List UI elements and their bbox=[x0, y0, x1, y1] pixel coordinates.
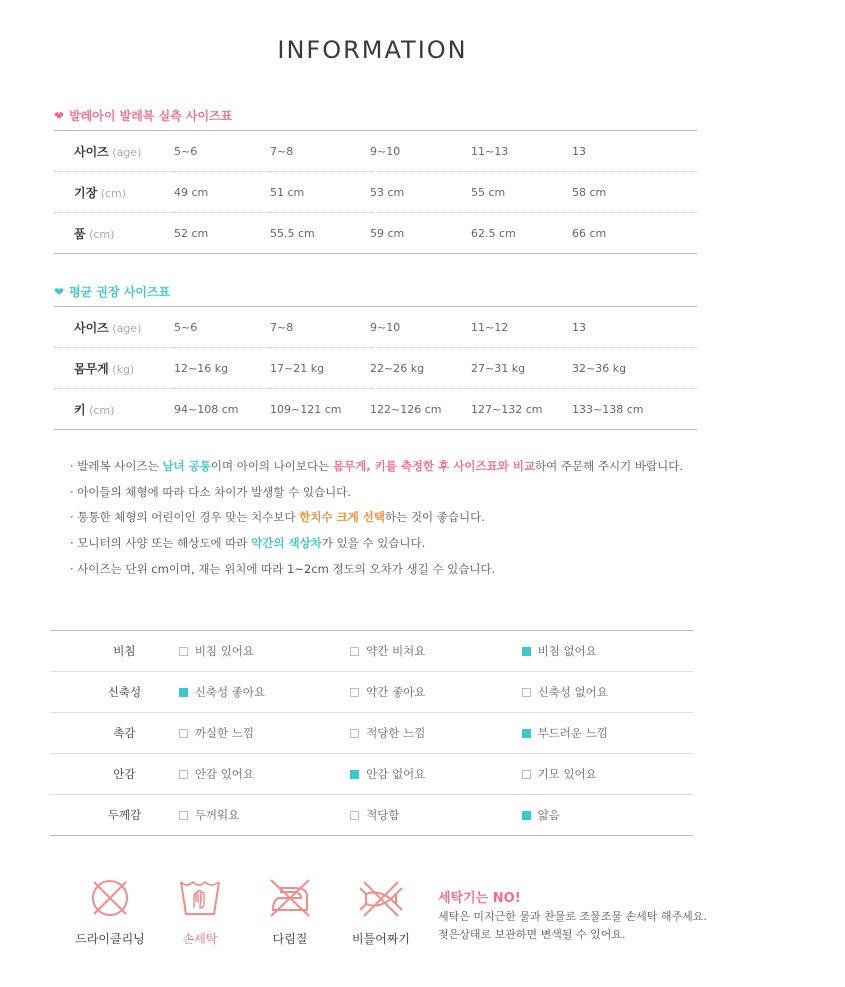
option-label: 신축성 없어요 bbox=[537, 685, 608, 699]
attribute-option bbox=[179, 795, 350, 836]
table-row: 품 (cm) 52 cm 55.5 cm 59 cm 62.5 cm 66 cm bbox=[54, 213, 697, 254]
page-title: INFORMATION bbox=[277, 36, 468, 64]
unchecked-box-icon bbox=[350, 688, 359, 697]
checked-box-icon bbox=[522, 729, 531, 738]
notes-list bbox=[70, 454, 683, 583]
option-label: 비침 없어요 bbox=[537, 644, 597, 658]
attribute-name: 비침 bbox=[50, 631, 179, 672]
option-label: 기모 있어요 bbox=[537, 767, 597, 781]
note-item: · 아이들의 체형에 따라 다소 차이가 발생할 수 있습니다. bbox=[70, 484, 351, 499]
checked-box-icon bbox=[522, 811, 531, 820]
attribute-option bbox=[179, 754, 350, 795]
unchecked-box-icon bbox=[179, 729, 188, 738]
option-label: 약간 좋아요 bbox=[366, 685, 426, 699]
attribute-option bbox=[179, 713, 350, 754]
attribute-option bbox=[522, 672, 693, 713]
no-wring-icon bbox=[356, 876, 406, 920]
recommended-size-table bbox=[54, 306, 697, 430]
option-label: 신축성 좋아요 bbox=[194, 685, 266, 699]
option-label: 부드러운 느낌 bbox=[537, 726, 608, 740]
unchecked-box-icon bbox=[522, 770, 531, 779]
attribute-row bbox=[50, 795, 693, 836]
option-label: 얇음 bbox=[537, 808, 560, 822]
unchecked-box-icon bbox=[522, 688, 531, 697]
option-label: 까실한 느낌 bbox=[194, 726, 255, 740]
checked-box-icon bbox=[179, 688, 188, 697]
attribute-row bbox=[50, 672, 693, 713]
attribute-option bbox=[522, 713, 693, 754]
attribute-name: 안감 bbox=[50, 754, 179, 795]
attribute-option bbox=[350, 795, 521, 836]
section-heading-actual-size: ❤ 발레아이 발레복 실측 사이즈표 bbox=[54, 108, 233, 123]
unchecked-box-icon bbox=[350, 811, 359, 820]
attribute-option bbox=[350, 754, 521, 795]
attribute-option bbox=[179, 672, 350, 713]
attribute-name: 촉감 bbox=[50, 713, 179, 754]
unchecked-box-icon bbox=[179, 770, 188, 779]
heart-icon: ❤ bbox=[54, 108, 65, 123]
note-item: · 사이즈는 단위 cm이며, 재는 위치에 따라 1~2cm 정도의 오차가 생길 수 있습니다. bbox=[70, 561, 496, 576]
unchecked-box-icon bbox=[179, 647, 188, 656]
hand-wash-icon bbox=[177, 876, 223, 920]
care-hand-wash: 손세탁 bbox=[172, 876, 228, 947]
attribute-option bbox=[179, 631, 350, 672]
attribute-option bbox=[350, 631, 521, 672]
unchecked-box-icon bbox=[350, 647, 359, 656]
table-row: 몸무게 (kg) 12~16 kg 17~21 kg 22~26 kg 27~31 kg 32~36 kg bbox=[54, 348, 697, 389]
option-label: 안감 있어요 bbox=[194, 767, 255, 781]
care-dry-clean: 드라이클리닝 bbox=[74, 876, 146, 947]
attribute-option bbox=[350, 672, 521, 713]
note-item: · 발레복 사이즈는 남녀 공통이며 아이의 나이보다는 몸무게, 키를 측정한 후 사이즈표와 비교하여 주문해 주시기 바랍니다. bbox=[70, 459, 683, 473]
actual-size-table bbox=[54, 130, 697, 254]
attribute-option bbox=[522, 795, 693, 836]
option-label: 약간 비쳐요 bbox=[366, 644, 426, 658]
section-heading-recommended-size: ❤ 평균 권장 사이즈표 bbox=[54, 284, 171, 299]
table-row: 키 (cm) 94~108 cm 109~121 cm 122~126 cm 127~132 cm 133~138 cm bbox=[54, 389, 697, 430]
table-row: 기장 (cm) 49 cm 51 cm 53 cm 55 cm 58 cm bbox=[54, 172, 697, 213]
care-wring: 비틀어짜기 bbox=[346, 876, 416, 947]
attribute-option bbox=[522, 754, 693, 795]
option-label: 비침 있어요 bbox=[194, 644, 255, 658]
attribute-name: 두께감 bbox=[50, 795, 179, 836]
attribute-name: 신축성 bbox=[50, 672, 179, 713]
no-dry-clean-icon bbox=[88, 876, 132, 920]
unchecked-box-icon bbox=[179, 811, 188, 820]
fabric-attribute-table bbox=[50, 630, 693, 836]
checked-box-icon bbox=[522, 647, 531, 656]
option-label: 적당함 bbox=[366, 808, 400, 822]
wash-warning-title: 세탁기는 NO! bbox=[438, 891, 521, 906]
option-label: 안감 없어요 bbox=[366, 767, 426, 781]
no-iron-icon bbox=[267, 876, 313, 920]
checked-box-icon bbox=[350, 770, 359, 779]
table-row: 사이즈 (age) 5~6 7~8 9~10 11~13 13 bbox=[54, 131, 697, 172]
attribute-row bbox=[50, 713, 693, 754]
option-label: 적당한 느낌 bbox=[366, 726, 426, 740]
attribute-row bbox=[50, 631, 693, 672]
option-label: 두꺼워요 bbox=[194, 808, 240, 822]
wash-instructions: 세탁은 미지근한 물과 찬물로 조물조물 손세탁 해주세요. 젖은상태로 보관하면 변색될 수 있어요. bbox=[438, 910, 707, 941]
note-item: · 통통한 체형의 어린이인 경우 맞는 치수보다 한치수 크게 선택하는 것이 좋습니다. bbox=[70, 510, 485, 525]
heart-icon: ❤ bbox=[54, 284, 65, 299]
attribute-row bbox=[50, 754, 693, 795]
unchecked-box-icon bbox=[350, 729, 359, 738]
note-item: · 모니터의 사양 또는 해상도에 따라 약간의 색상차가 있을 수 있습니다. bbox=[70, 536, 426, 551]
attribute-option bbox=[350, 713, 521, 754]
table-row: 사이즈 (age) 5~6 7~8 9~10 11~12 13 bbox=[54, 307, 697, 348]
care-iron: 다림질 bbox=[264, 876, 316, 947]
attribute-option bbox=[522, 631, 693, 672]
